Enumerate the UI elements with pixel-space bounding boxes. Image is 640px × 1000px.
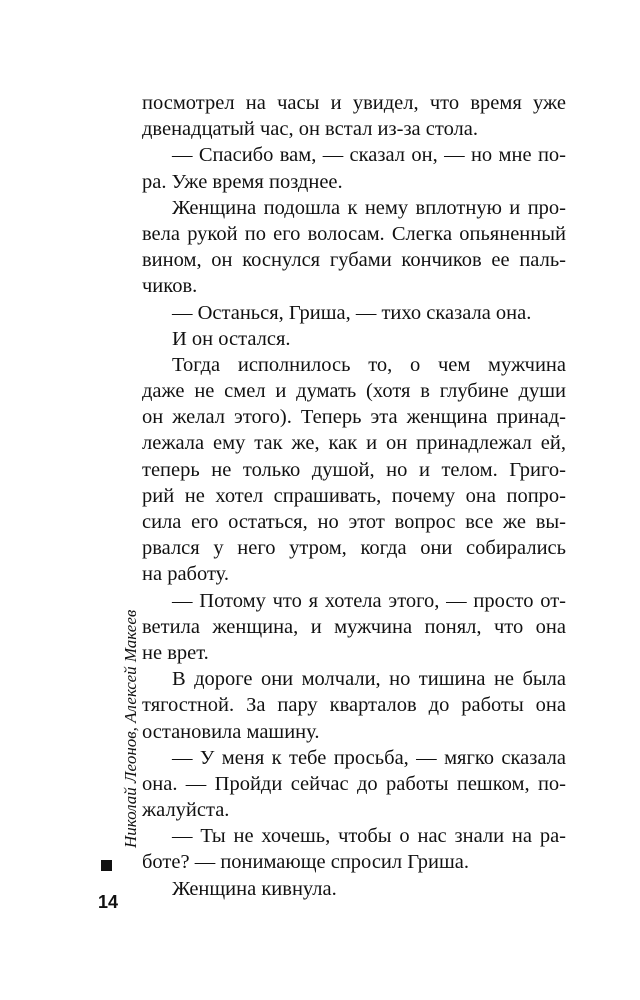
text-line: рвался у него утром, когда они собирались	[142, 537, 566, 560]
text-line: — Ты не хочешь, чтобы о нас знали на ра-	[172, 825, 566, 848]
text-line: теперь не только душой, но и телом. Григо-	[142, 458, 566, 481]
text-line: — Спасибо вам, — сказал он, — но мне по-	[172, 144, 566, 167]
text-line: чиков.	[142, 275, 198, 298]
text-line: И он остался.	[172, 327, 291, 350]
text-line: сила его остаться, но этот вопрос все же вы-	[142, 511, 566, 533]
text-line: не врет.	[142, 641, 209, 664]
text-line: вином, он коснулся губами кончиков ее паль-	[142, 249, 566, 272]
text-line: посмотрел на часы и увидел, что время уже	[142, 92, 566, 114]
text-line: жалуйста.	[142, 799, 230, 822]
text-line: ра. Уже время позднее.	[142, 170, 343, 193]
text-line: лежала ему так же, как и он принадлежал ей,	[142, 432, 566, 455]
body-text	[142, 90, 566, 902]
text-line: она. — Пройди сейчас до работы пешком, по-	[142, 772, 566, 795]
square-marker-icon	[101, 860, 112, 871]
text-line: рий не хотел спрашивать, почему она попро-	[142, 484, 566, 507]
text-line: Женщина подошла к нему вплотную и про-	[172, 196, 566, 219]
text-line: тягостной. За пару кварталов до работы она	[142, 694, 566, 717]
text-line: на работу.	[142, 563, 229, 586]
text-line: он желал этого). Теперь эта женщина принад-	[142, 406, 566, 429]
text-line: ветила женщина, и мужчина понял, что она	[142, 615, 566, 638]
text-line: Женщина кивнула.	[172, 877, 337, 900]
text-line: вела рукой по его волосам. Слегка опьяненный	[142, 222, 566, 245]
text-line: — У меня к тебе просьба, — мягко сказала	[172, 746, 566, 769]
text-line: боте? — понимающе спросил Гриша.	[142, 851, 470, 874]
text-line: — Останься, Гриша, — тихо сказала она.	[172, 301, 532, 324]
text-line: остановила машину.	[142, 720, 320, 743]
text-line: В дороге они молчали, но тишина не была	[172, 668, 566, 691]
running-head-text: Николай Леонов, Алексей Макеев	[121, 609, 140, 848]
text-line: даже не смел и думать (хотя в глубине души	[142, 380, 566, 403]
text-line: — Потому что я хотела этого, — просто от-	[172, 589, 566, 612]
page-number: 14	[98, 892, 119, 912]
text-line: двенадцатый час, он встал из-за стола.	[142, 118, 478, 141]
text-line: Тогда исполнилось то, о чем мужчина	[172, 353, 566, 376]
